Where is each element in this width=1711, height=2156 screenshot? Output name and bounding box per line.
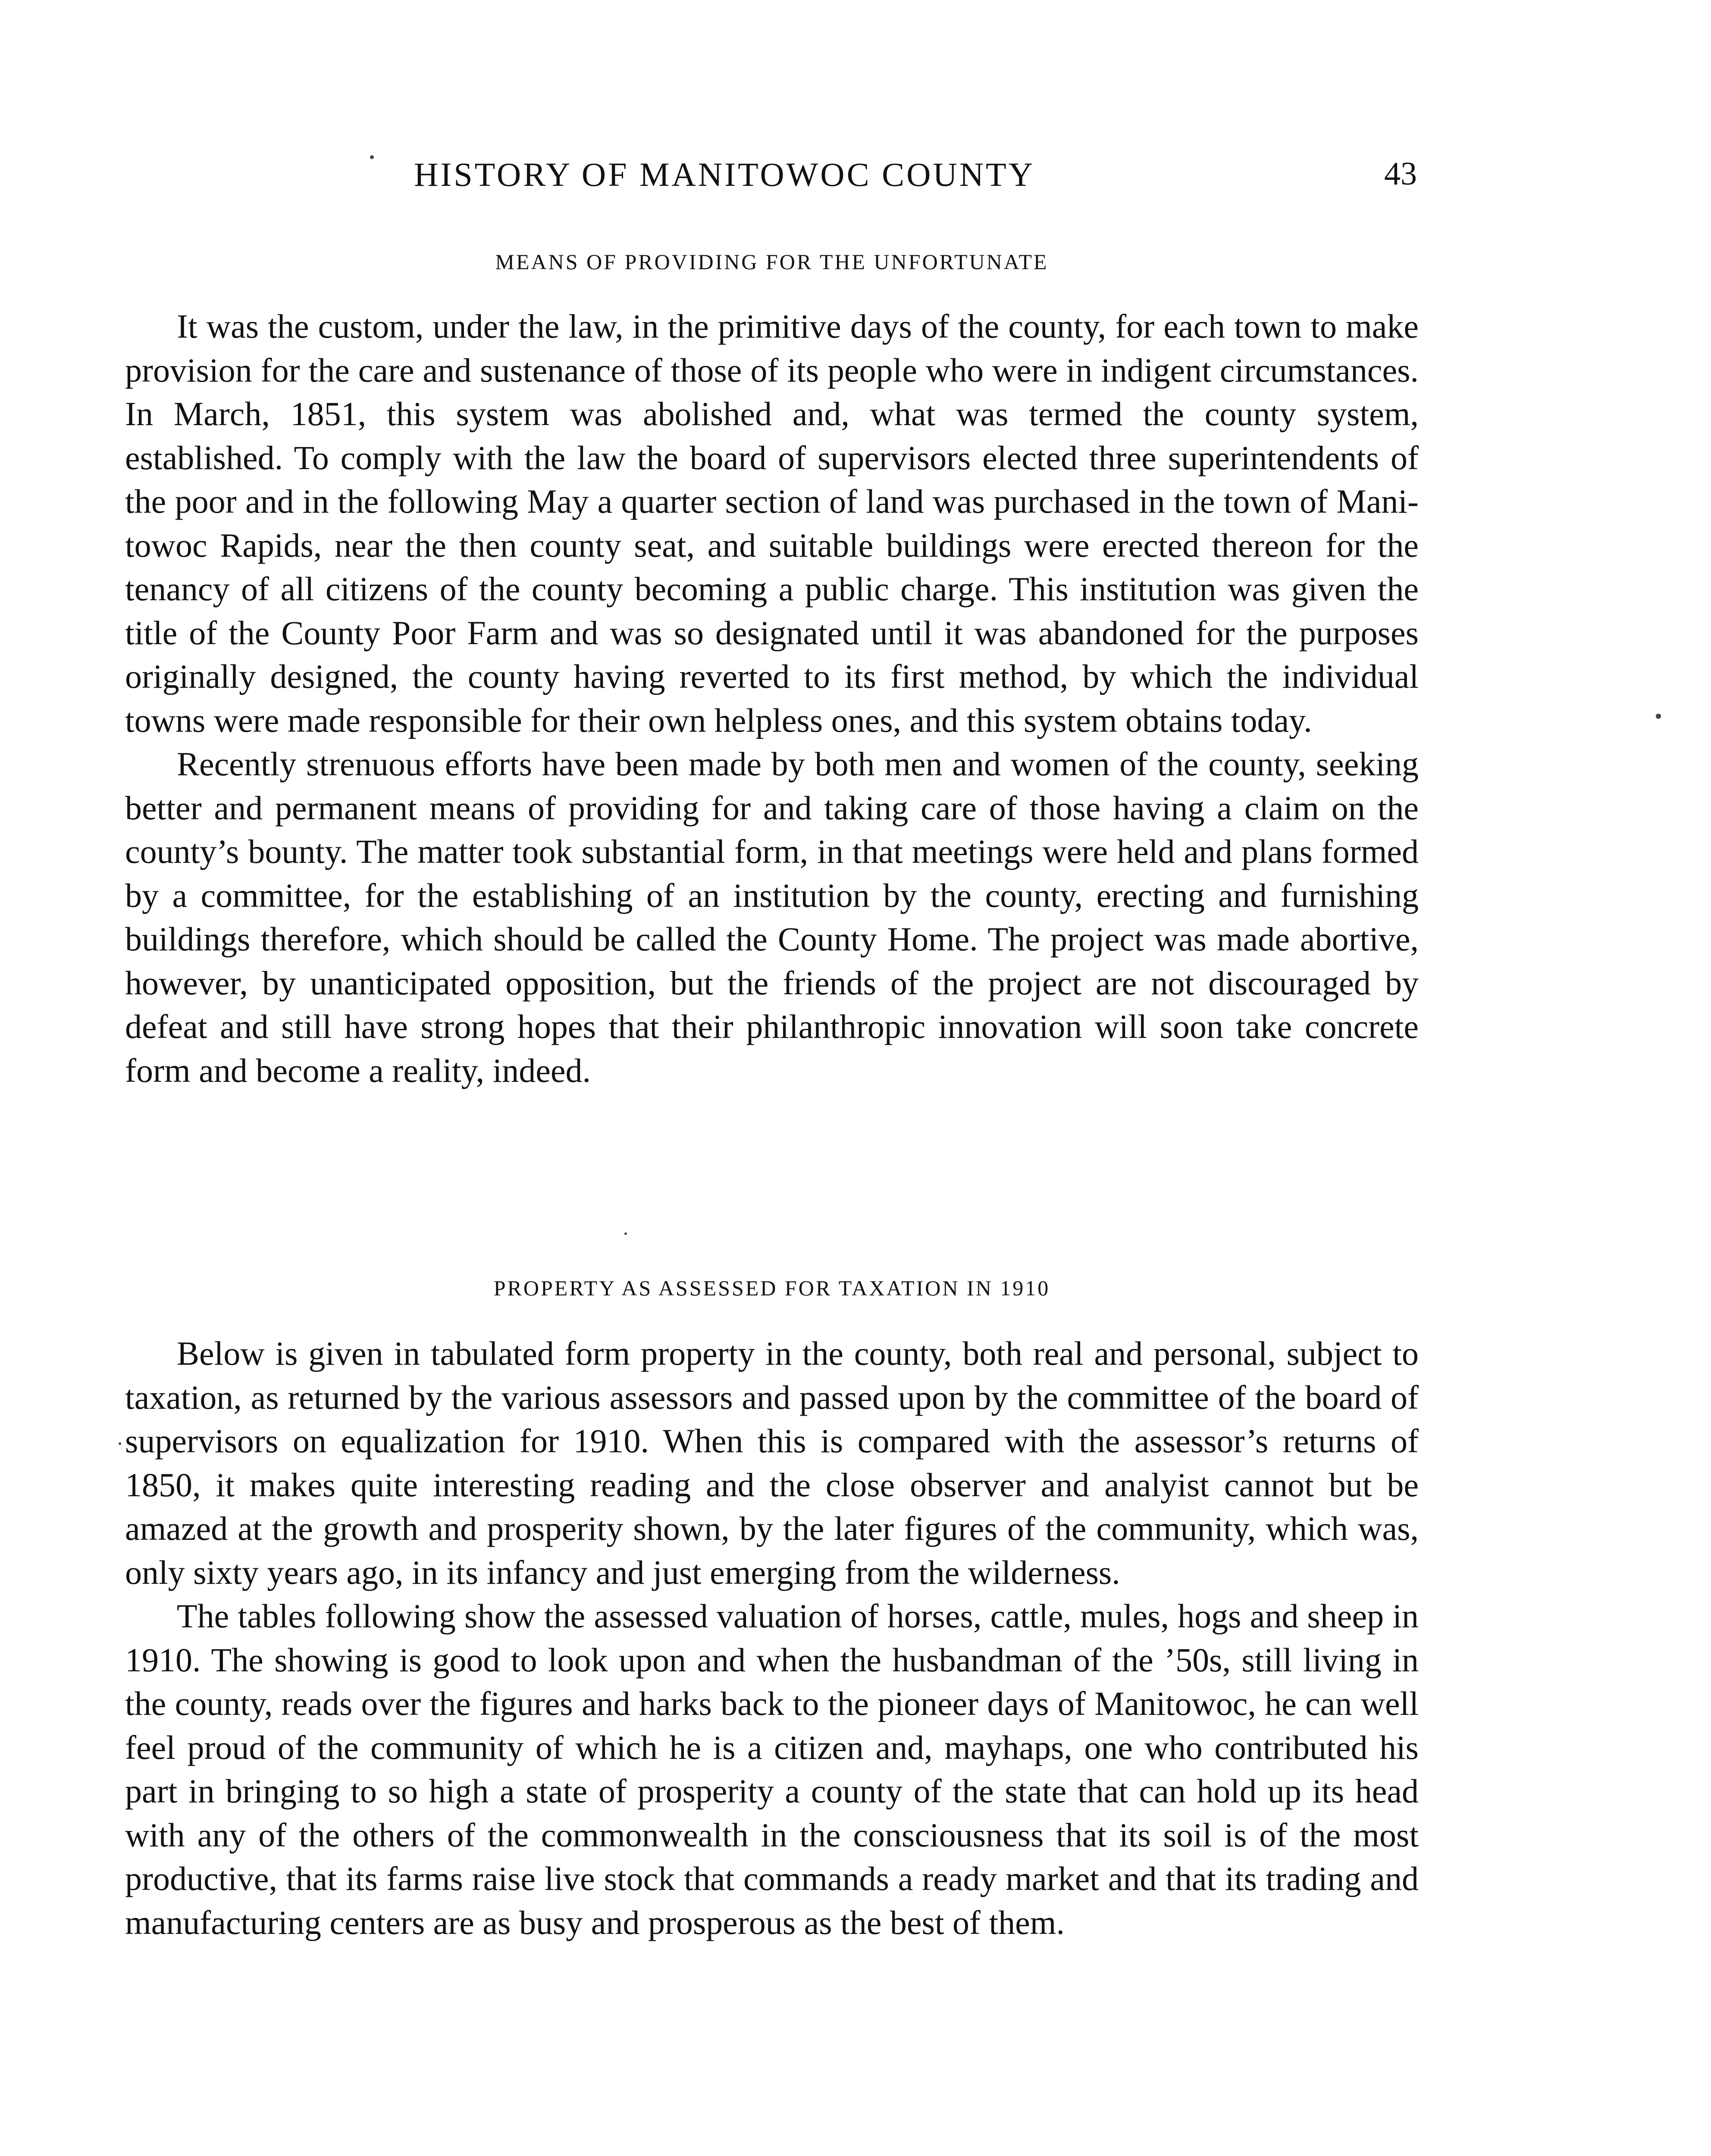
scan-speck [119,1442,121,1445]
scan-speck [1656,714,1661,719]
scan-speck [370,155,374,159]
paragraph: It was the custom, under the law, in the primitive days of the county, for each town to make provision for the care and sustenance of those of its people who were in indigent circumstances. In March, 1851, this system was abolished and, what was termed the county system, established. To comply with the law the board of supervisors elected three superintendents of the poor and in the following May a quarter section of land was purchased in the town of Manitowoc Rapids, near the then county seat, and suitable buildings were erected thereon for the tenancy of all citizens of the county becoming a public charge. This institution was given the title of the County Poor Farm and was so designated until it was abandoned for the purposes originally designed, the county having reverted to its first method, by which the individual towns were made responsible for their own helpless ones, and this system obtains today. [125,307,1419,739]
scan-speck [624,1232,627,1235]
paragraph: The tables following show the assessed valuation of horses, cattle, mules, hogs and sheep in 1910. The showing is good to look upon and when the husbandman of the ’50s, still living in the county, reads over the figures and harks back to the pioneer days of Manitowoc, he can well feel proud of the community of which he is a citizen and, mayhaps, one who contributed his part in bringing to so high a state of prosperity a county of the state that can hold up its head with any of the others of the commonwealth in the consciousness that its soil is of the most productive, that its farms raise live stock that commands a ready market and that its trading and manufacturing centers are as busy and prosperous as the best of them. [125,1597,1419,1941]
paragraph: Below is given in tabulated form property in the county, both real and personal, subject to taxation, as returned by the various assessors and passed upon by the committee of the board of supervisors on equalization for 1910. When this is compared with the assessor’s returns of 1850, it makes quite interesting reading and the close observer and analyist cannot but be amazed at the growth and prosperity shown, by the later figures of the community, which was, only sixty years ago, in its infancy and just emerging from the wilderness. [125,1335,1419,1591]
running-title: HISTORY OF MANITOWOC COUNTY [414,156,1035,193]
section-body-taxation [125,1332,1419,1944]
paragraph: Recently strenuous efforts have been made by both men and women of the county, seeking better and permanent means of providing for and taking care of those having a claim on the county’s bounty. The matter took substantial form, in that meetings were held and plans formed by a committee, for the establishing of an institution by the county, erecting and furnishing buildings therefore, which should be called the County Home. The project was made abortive, however, by unanticipated opposition, but the friends of the project are not discouraged by defeat and still have strong hopes that their philanthropic innovation will soon take concrete form and become a reality, indeed. [125,745,1419,1089]
section-heading-taxation: PROPERTY AS ASSESSED FOR TAXATION IN 1910 [493,1276,1050,1300]
section-heading-unfortunate: MEANS OF PROVIDING FOR THE UNFORTUNATE [495,250,1049,274]
page-number: 43 [1384,156,1417,192]
section-body-unfortunate [125,304,1419,1092]
